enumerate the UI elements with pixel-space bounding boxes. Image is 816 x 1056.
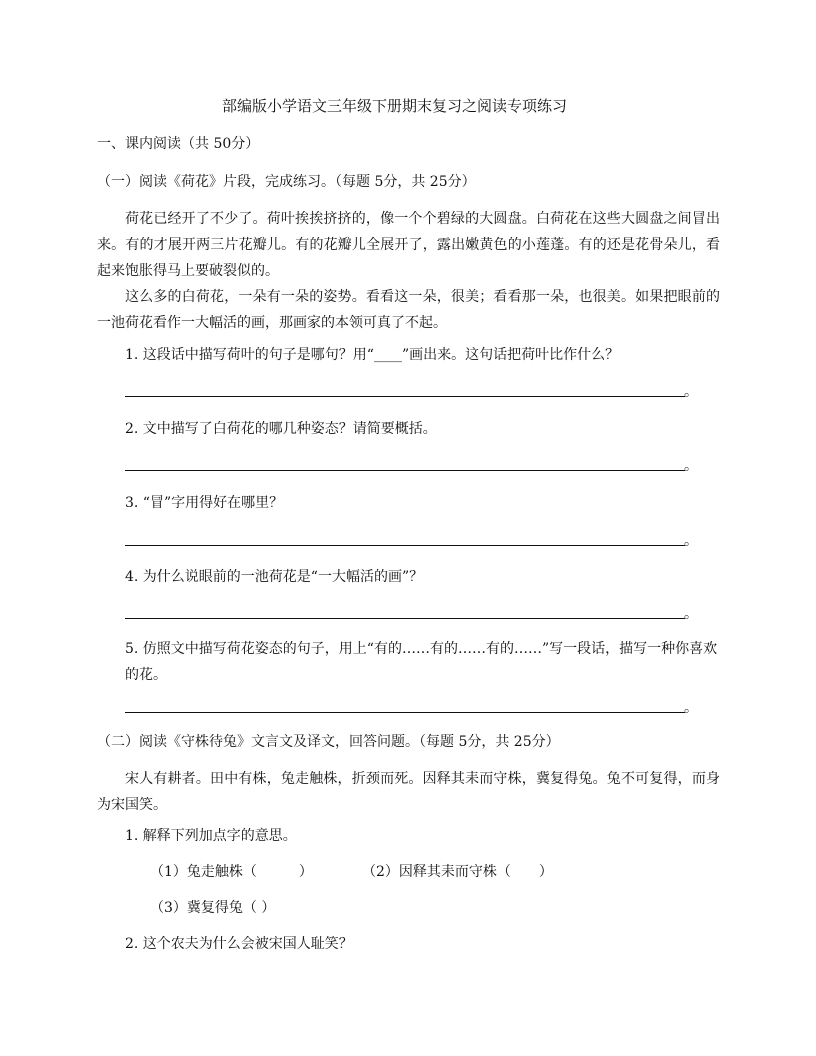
- answer-end-5: 。: [684, 700, 698, 716]
- question-3: 3. “冒”字用得好在哪里？: [125, 495, 284, 511]
- part2-heading: （二）阅读《守株待兔》文言文及译文，回答问题。（每题 5分，共 25分）: [97, 734, 560, 750]
- part2-q1-item-2: （2）因释其耒而守株（ ）: [362, 864, 553, 880]
- page-title: 部编版小学语文三年级下册期末复习之阅读专项练习: [222, 97, 568, 115]
- answer-end-1: 。: [684, 384, 698, 400]
- question-1: 1. 这段话中描写荷叶的句子是哪句？用“____”画出来。这句话把荷叶比作什么？: [125, 347, 620, 363]
- answer-line-4[interactable]: [125, 598, 685, 619]
- part2-q1-item-3: （3）冀复得兔（ ）: [150, 900, 276, 916]
- answer-line-1[interactable]: [125, 376, 685, 397]
- part2-passage: 宋人有耕者。田中有株，兔走触株，折颈而死。因释其耒而守株，冀复得兔。兔不可复得，而身为宋国笑。: [97, 771, 720, 813]
- passage-paragraph-2: 这么多的白荷花，一朵有一朵的姿势。看看这一朵，很美；看看那一朵，也很美。如果把眼前的一池荷花看作一大幅活的画，那画家的本领可真了不起。: [97, 289, 720, 331]
- question-2: 2. 文中描写了白荷花的哪几种姿态？请简要概括。: [125, 421, 437, 437]
- section-heading: 一、课内阅读（共 50分）: [97, 136, 260, 152]
- answer-line-2[interactable]: [125, 450, 685, 471]
- answer-end-4: 。: [684, 606, 698, 622]
- answer-line-3[interactable]: [125, 525, 685, 546]
- answer-line-5[interactable]: [125, 692, 685, 713]
- question-5: 5. 仿照文中描写荷花姿态的句子，用上“有的……有的……有的……”写一段话，描写一种你喜欢的花。: [125, 641, 718, 683]
- answer-end-2: 。: [684, 458, 698, 474]
- question-4: 4. 为什么说眼前的一池荷花是“一大幅活的画”？: [125, 569, 424, 585]
- part2-q1-item-1: （1）兔走触株（ ）: [150, 864, 313, 880]
- answer-end-3: 。: [684, 533, 698, 549]
- part2-question-2: 2. 这个农夫为什么会被宋国人耻笑？: [125, 936, 353, 952]
- part1-heading: （一）阅读《荷花》片段，完成练习。（每题 5分，共 25分）: [97, 174, 476, 190]
- part2-question-1: 1. 解释下列加点字的意思。: [125, 828, 297, 844]
- passage-paragraph-1: 荷花已经开了不少了。荷叶挨挨挤挤的，像一个个碧绿的大圆盘。白荷花在这些大圆盘之间冒出来。有的才展开两三片花瓣儿。有的花瓣儿全展开了，露出嫩黄色的小莲蓬。有的还是花骨朵儿，看起来饱胀得马上要破裂似的。: [97, 211, 720, 279]
